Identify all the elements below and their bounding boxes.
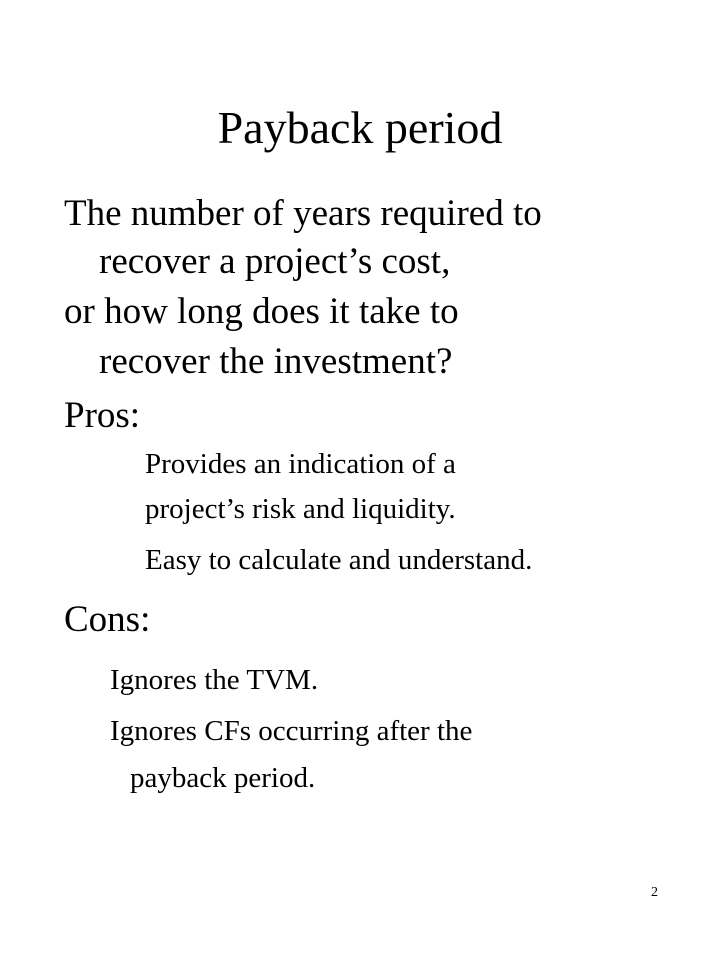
definition-line: recover a project’s cost, bbox=[99, 241, 451, 282]
pros-item: project’s risk and liquidity. bbox=[145, 493, 456, 525]
pros-item: Easy to calculate and understand. bbox=[145, 544, 533, 576]
definition-line: The number of years required to bbox=[64, 193, 542, 234]
cons-item: Ignores CFs occurring after the bbox=[110, 715, 473, 747]
cons-item: payback period. bbox=[130, 762, 316, 794]
cons-heading: Cons: bbox=[64, 599, 151, 640]
pros-item: Provides an indication of a bbox=[145, 448, 456, 480]
slide-title: Payback period bbox=[217, 102, 503, 153]
definition-line: or how long does it take to bbox=[64, 291, 459, 332]
cons-item: Ignores the TVM. bbox=[110, 664, 319, 696]
pros-heading: Pros: bbox=[64, 395, 141, 436]
page-number: 2 bbox=[651, 885, 658, 900]
definition-line: recover the investment? bbox=[99, 341, 453, 382]
